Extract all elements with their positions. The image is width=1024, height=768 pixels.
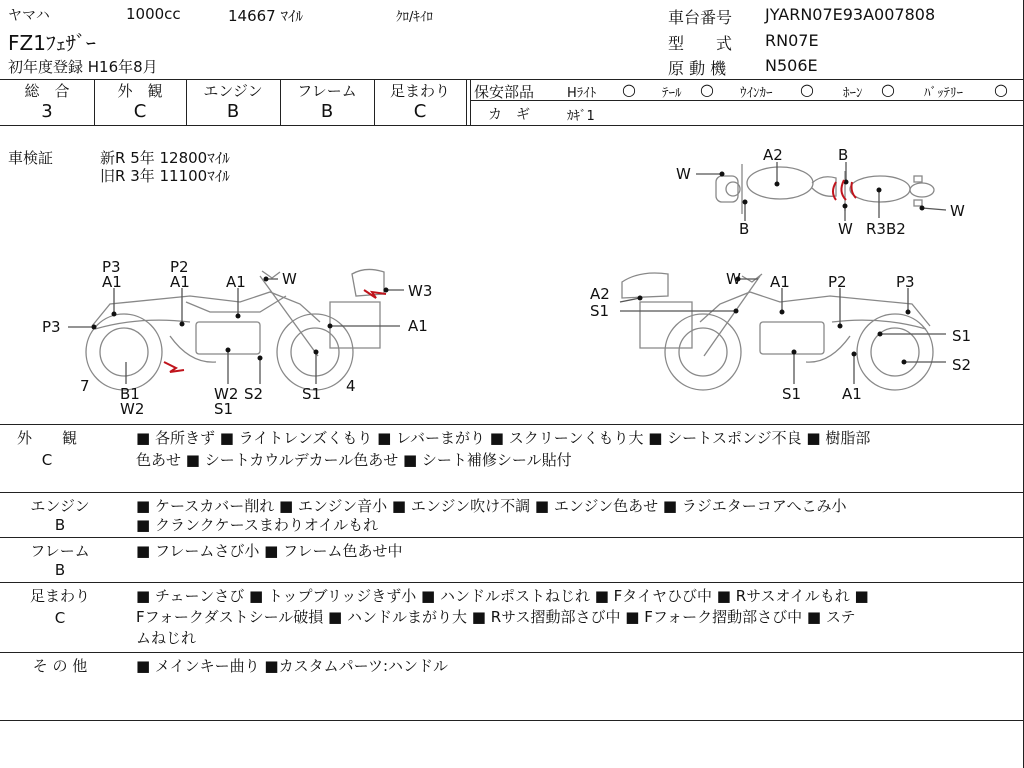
safety-mark-tail: ○ [700,80,714,99]
left-label-w2-rear: W2 [120,400,145,418]
left-label-a1: A1 [102,273,122,291]
section-grade: C [54,609,66,627]
motorcycle-damage-diagram [0,126,1024,424]
top-label-r3b2: R3B2 [866,220,906,238]
left-label-a1-front: A1 [226,273,246,291]
divider [0,492,1024,493]
section-name: 外 観 [16,429,77,447]
left-label-b1: B1 [120,385,140,403]
section-name: フレーム [30,542,90,560]
divider [470,79,471,125]
engine-value: N506E [765,56,818,75]
grade-value-exterior: C [133,101,147,122]
displacement: 1000cc [126,5,181,23]
section-line: ■ クランクケースまわりオイルもれ [136,516,379,534]
key-value: ｶｷﾞ1 [567,109,595,124]
safety-title: 保安部品 [474,83,535,101]
model-code-label: 型 式 [668,34,733,53]
leader-lines [68,162,946,384]
right-label-s1-engine: S1 [782,385,802,403]
vin-value: JYARN07E93A007808 [765,5,936,24]
section-line: ■ チェーンさび ■ トップブリッジきず小 ■ ハンドルポストねじれ ■ Fタイヤひび中 ■ Rサスオイルもれ ■ [136,587,869,605]
left-label-a1-cowl: A1 [408,317,428,335]
color: ｸﾛ/ｷｲﾛ [396,10,433,25]
left-label-4: 4 [346,377,356,395]
safety-mark-battery: ○ [994,80,1008,99]
safety-item-horn: ﾎｰﾝ [843,86,863,101]
section-line: ■ 各所きず ■ ライトレンズくもり ■ レバーまがり ■ スクリーンくもり大 ■ シートスポンジ不良 ■ 樹脂部 [136,429,871,447]
left-label-s2: S2 [244,385,264,403]
grade-value-frame: B [320,101,334,122]
safety-item-tail: ﾃｰﾙ [662,86,682,101]
divider [0,652,1024,653]
grade-label-total: 総 合 [24,82,70,100]
section-name: 足まわり [29,587,90,605]
grade-value-suspension: C [413,101,427,122]
grade-label-frame: フレーム [297,82,357,100]
left-label-s1-front: S1 [302,385,322,403]
divider [0,424,1024,425]
left-label-a1-tank: A1 [170,273,190,291]
inspection-label: 車検証 [8,149,54,167]
safety-item-winker: ｳｲﾝｶｰ [740,86,773,101]
section-name: エンジン [30,497,90,515]
engine-label: 原 動 機 [668,59,727,78]
left-label-w: W [282,270,297,288]
top-label-w-bottom: W [838,220,853,238]
top-view-bike-outline [716,164,934,214]
top-label-w-rear: W [950,202,965,220]
right-label-p3: P3 [896,273,915,291]
section-grade: B [54,561,66,579]
inspection-old: 旧R 3年 11100ﾏｲﾙ [100,167,230,185]
grade-label-engine: エンジン [203,82,263,100]
right-label-w: W [726,270,741,288]
section-line: ■ フレームさび小 ■ フレーム色あせ中 [136,542,403,560]
right-label-s2: S2 [952,356,972,374]
safety-item-battery: ﾊﾞｯﾃﾘｰ [924,86,963,101]
left-label-p2: P2 [170,258,189,276]
section-line: ■ メインキー曲り ■カスタムパーツ:ハンドル [136,657,449,675]
diagram-labels [42,146,971,418]
safety-mark-headlight: ○ [622,80,636,99]
grade-label-exterior: 外 観 [117,82,163,100]
right-label-a1: A1 [770,273,790,291]
left-label-w3: W3 [408,282,433,300]
top-label-w-front: W [676,165,691,183]
mileage: 14667 ﾏｲﾙ [228,7,303,25]
top-label-a2: A2 [763,146,783,164]
divider [0,720,1024,721]
right-label-s1-cowl: S1 [590,302,610,320]
left-label-p3-rear: P3 [42,318,61,336]
right-label-p2: P2 [828,273,847,291]
top-label-b-bottom: B [739,220,750,238]
right-label-a2: A2 [590,285,610,303]
section-name: そ の 他 [32,657,88,675]
top-label-b-top: B [838,146,849,164]
section-grade: C [41,451,53,469]
safety-mark-winker: ○ [800,80,814,99]
divider [0,537,1024,538]
model-name: FZ1ﾌｪｻﾞｰ [8,31,96,55]
inspection-new: 新R 5年 12800ﾏｲﾙ [100,149,230,167]
right-label-s1-rear: S1 [952,327,972,345]
section-line: 色あせ ■ シートカウルデカール色あせ ■ シート補修シール貼付 [136,451,572,469]
grade-value-engine: B [226,101,240,122]
left-label-p3: P3 [102,258,121,276]
safety-mark-horn: ○ [881,80,895,99]
grade-value-total: 3 [41,101,53,122]
section-grade: B [54,516,66,534]
section-line: ムねじれ [136,629,197,647]
red-hand-marks [164,180,856,372]
model-code-value: RN07E [765,31,819,50]
grade-label-suspension: 足まわり [389,82,450,100]
safety-item-headlight: Hﾗｲﾄ [567,86,597,101]
right-label-a1-bottom: A1 [842,385,862,403]
left-label-7: 7 [80,377,90,395]
divider [466,79,467,125]
vin-label: 車台番号 [668,8,733,27]
left-label-s1-engine: S1 [214,400,234,418]
maker: ヤマハ [8,8,50,24]
left-label-w2: W2 [214,385,239,403]
section-line: ■ ケースカバー削れ ■ エンジン音小 ■ エンジン吹け不調 ■ エンジン色あせ ■ ラジエターコアへこみ小 [136,497,847,515]
first-registration: 初年度登録 H16年8月 [8,58,158,76]
damage-points [92,172,925,365]
key-label: カ ギ [488,107,530,123]
divider [0,582,1024,583]
section-line: Fフォークダストシール破損 ■ ハンドルまがり大 ■ Rサス摺動部さび中 ■ Fフォーク摺動部さび中 ■ ステ [136,608,856,626]
